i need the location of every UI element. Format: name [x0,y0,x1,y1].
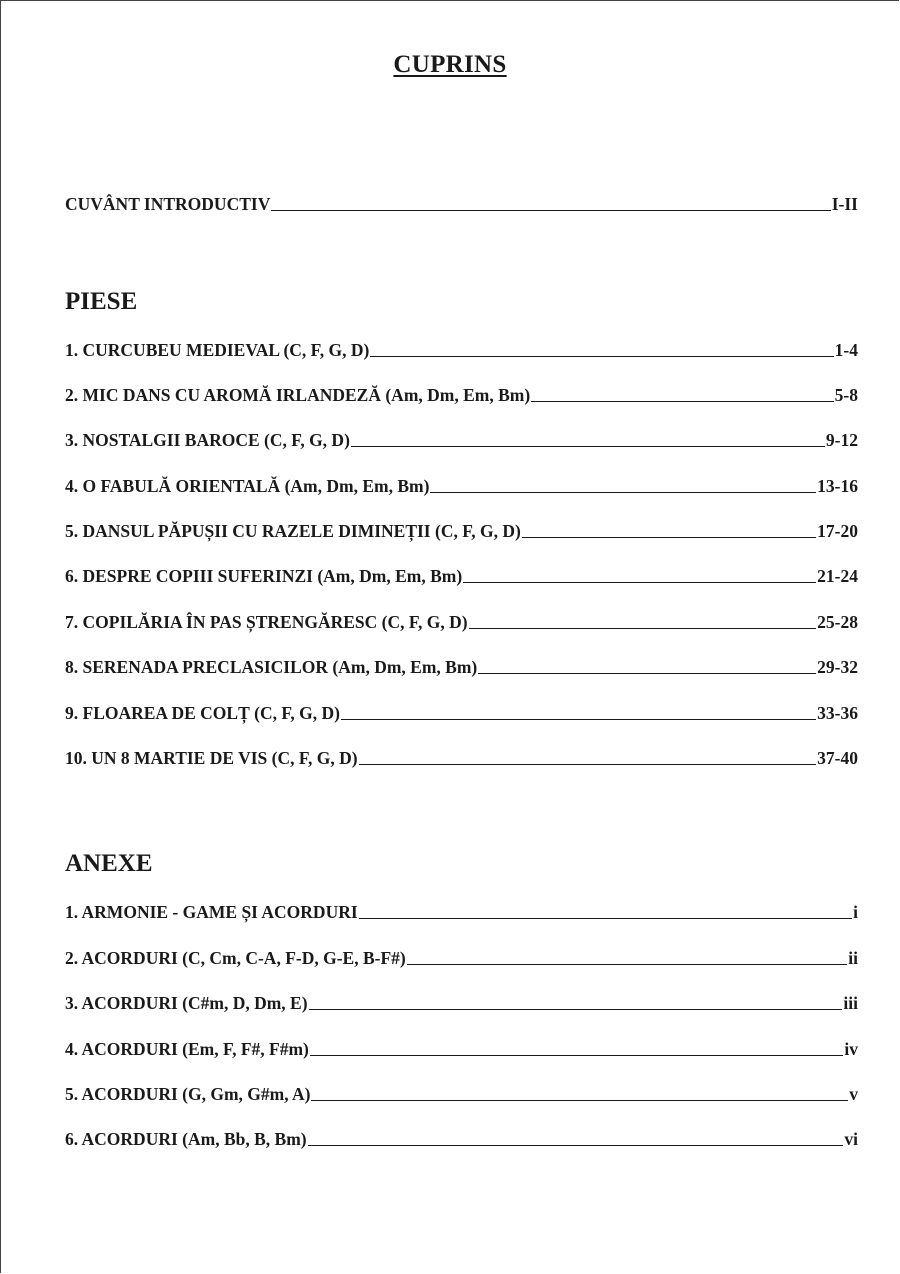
toc-entry [65,520,858,542]
toc-entry-label: 1. CURCUBEU MEDIEVAL (C, F, G, D) [65,340,370,360]
toc-leader-line [522,537,816,538]
toc-leader-line [430,492,816,493]
toc-entry [65,702,858,724]
toc-entry [65,384,858,406]
toc-entry-pages: vi [844,1129,858,1149]
toc-entry-pages: 37-40 [817,748,858,768]
toc-leader-line [351,446,825,447]
page-title: CUPRINS [393,51,507,78]
toc-entry-pages: i [853,902,858,922]
toc-entry-label: 4. ACORDURI (Em, F, F#, F#m) [65,1039,309,1059]
toc-entry-pages: 5-8 [834,385,858,405]
toc-leader-line [478,673,816,674]
toc-entry [65,475,858,497]
toc-leader-line [271,210,830,211]
toc-entry [65,339,858,361]
toc-leader-line [463,582,816,583]
section-heading-piese: PIESE [65,288,138,315]
toc-leader-line [359,764,817,765]
toc-entry-label: 5. ACORDURI (G, Gm, G#m, A) [65,1084,311,1104]
toc-entry-label: 2. ACORDURI (C, Cm, C-A, F-D, G-E, B-F#) [65,948,406,968]
toc-entry [65,947,858,969]
toc-leader-line [407,964,848,965]
toc-entry-pages: 21-24 [817,566,858,586]
toc-entry [65,565,858,587]
toc-entry-pages: 13-16 [817,476,858,496]
toc-entry-label: 9. FLOAREA DE COLȚ (C, F, G, D) [65,703,341,723]
toc-entry-pages: ii [848,948,858,968]
toc-entry-pages: 17-20 [817,521,858,541]
toc-leader-line [469,628,817,629]
toc-leader-line [308,1145,844,1146]
toc-entry-label: CUVÂNT INTRODUCTIV [65,194,271,214]
toc-entry-label: 5. DANSUL PĂPUȘII CU RAZELE DIMINEȚII (C, F, G, D) [65,521,521,541]
toc-entry-label: 3. ACORDURI (C#m, D, Dm, E) [65,993,308,1013]
toc-entry [65,429,858,451]
toc-leader-line [310,1055,844,1056]
toc-entry [65,1083,858,1105]
toc-entry [65,1038,858,1060]
toc-leader-line [359,918,852,919]
toc-entry-label: 2. MIC DANS CU AROMĂ IRLANDEZĂ (Am, Dm, Em, Bm) [65,385,531,405]
toc-entry-label: 10. UN 8 MARTIE DE VIS (C, F, G, D) [65,748,358,768]
toc-entry [65,1128,858,1150]
toc-entry-pages: I-II [831,194,858,214]
toc-entry-pages: 1-4 [834,340,858,360]
toc-entry-pages: iii [843,993,858,1013]
toc-entry-pages: v [849,1084,858,1104]
toc-entry [65,656,858,678]
toc-entry-pages: 9-12 [825,430,858,450]
toc-entry-label: 6. ACORDURI (Am, Bb, B, Bm) [65,1129,307,1149]
toc-entry-label: 3. NOSTALGII BAROCE (C, F, G, D) [65,430,350,450]
toc-leader-line [341,719,816,720]
toc-entry [65,611,858,633]
toc-leader-line [370,356,833,357]
toc-leader-line [531,401,833,402]
toc-entry-label: 6. DESPRE COPIII SUFERINZI (Am, Dm, Em, Bm) [65,566,463,586]
toc-entry [65,901,858,923]
toc-entry-label: 4. O FABULĂ ORIENTALĂ (Am, Dm, Em, Bm) [65,476,430,496]
toc-entry-label: 8. SERENADA PRECLASICILOR (Am, Dm, Em, Bm) [65,657,478,677]
toc-entry-intro [65,193,858,215]
toc-leader-line [311,1100,848,1101]
toc-entry [65,747,858,769]
toc-entry-pages: 25-28 [817,612,858,632]
toc-entry [65,992,858,1014]
toc-entry-pages: 29-32 [817,657,858,677]
toc-entry-pages: iv [844,1039,858,1059]
toc-leader-line [309,1009,843,1010]
toc-entry-label: 7. COPILĂRIA ÎN PAS ȘTRENGĂRESC (C, F, G, D) [65,612,468,632]
toc-entry-label: 1. ARMONIE - GAME ȘI ACORDURI [65,902,358,922]
section-heading-anexe: ANEXE [65,850,153,877]
toc-entry-pages: 33-36 [817,703,858,723]
